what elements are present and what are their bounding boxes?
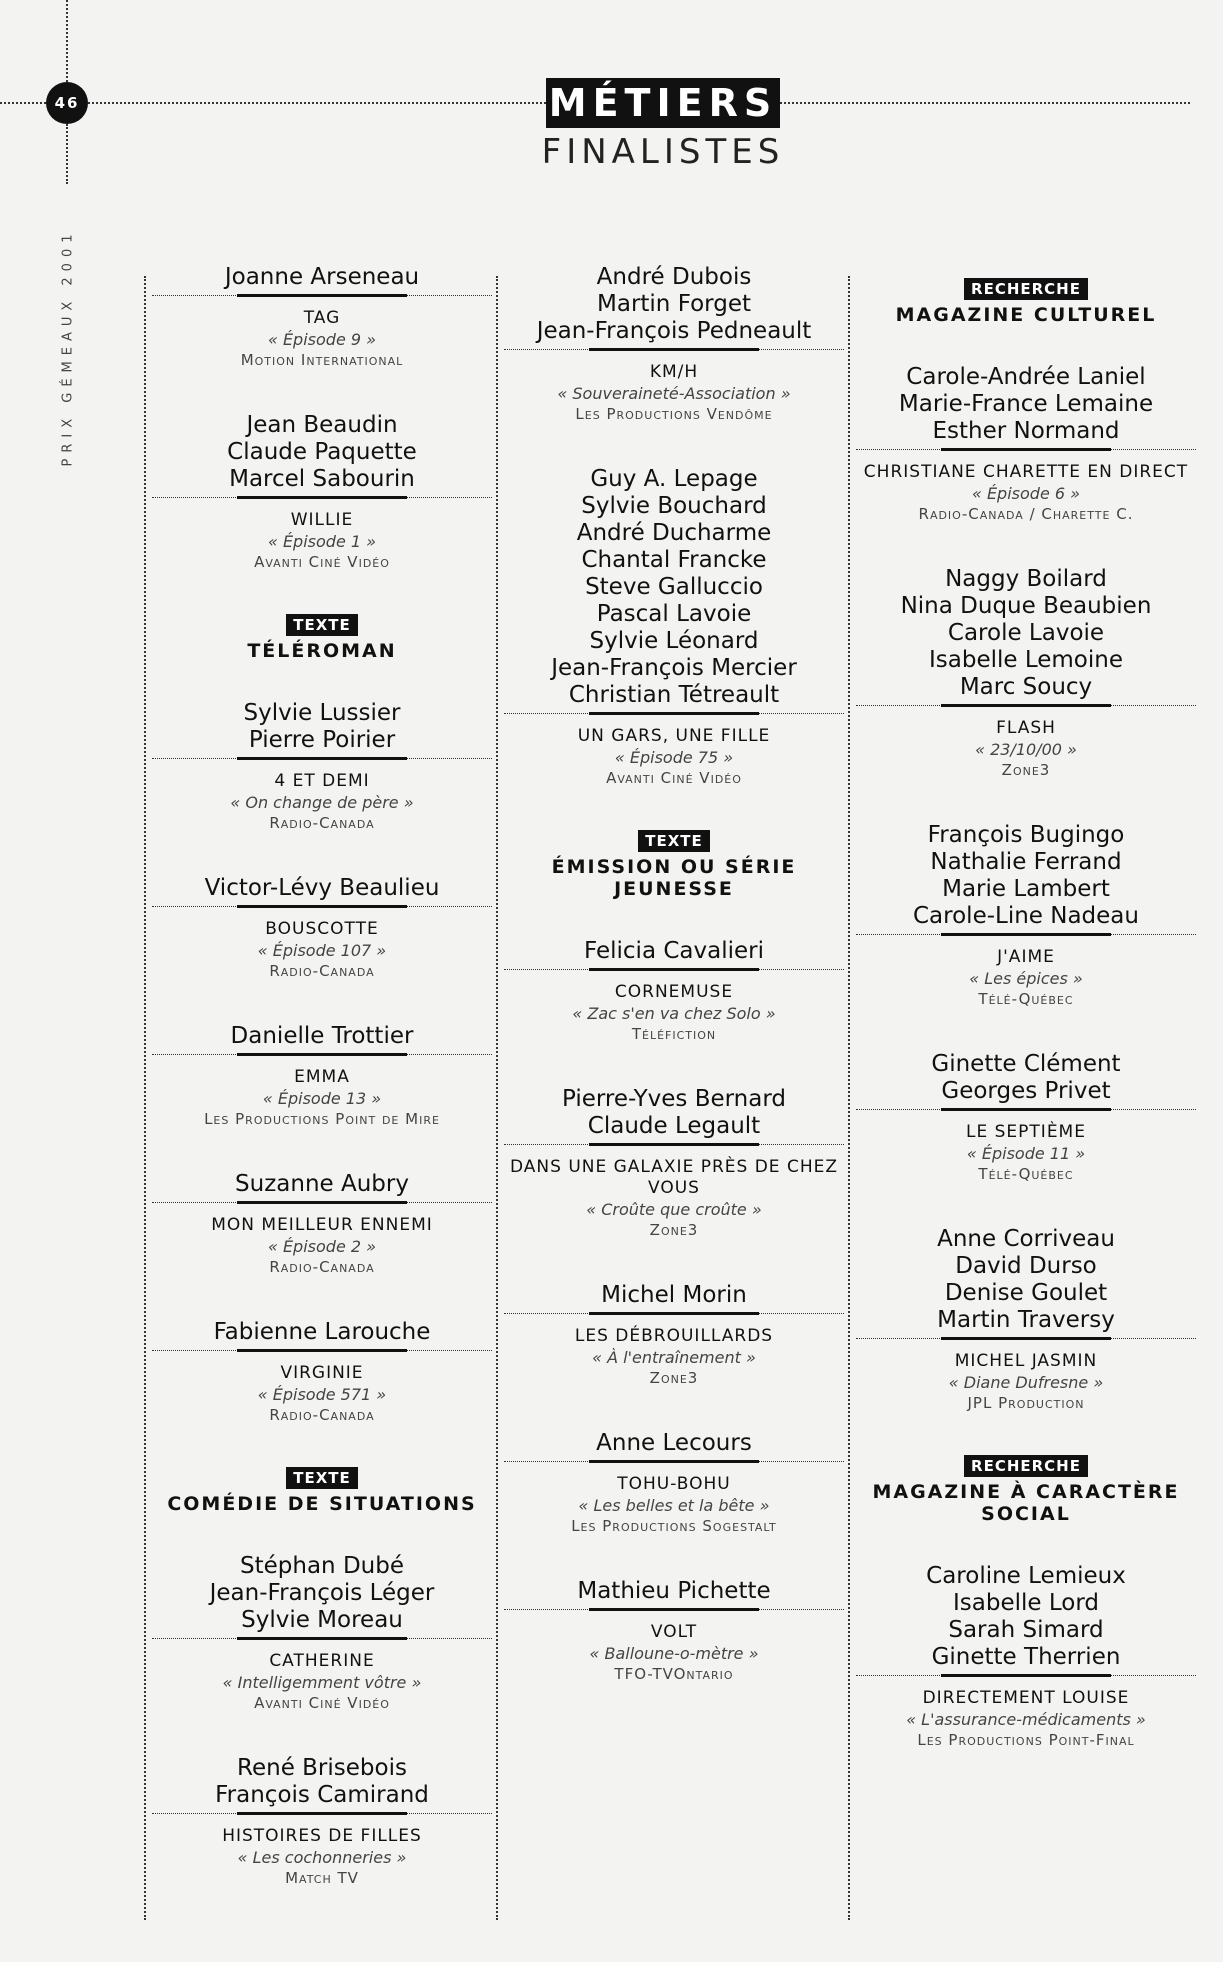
show-title: MON MEILLEUR ENNEMI xyxy=(211,1215,433,1235)
finalist-name: Pascal Lavoie xyxy=(596,601,752,627)
finalist-names xyxy=(152,412,492,493)
show-title: WILLIE xyxy=(290,510,354,530)
black-bar xyxy=(941,1674,1111,1677)
category-heading xyxy=(504,830,844,900)
production-company: Avanti Ciné Vidéo xyxy=(254,1694,390,1712)
column-divider-2 xyxy=(496,276,498,1920)
finalist-name: Chantal Francke xyxy=(581,547,767,573)
finalist-name: Sylvie Moreau xyxy=(241,1607,403,1633)
finalist-name: Stéphan Dubé xyxy=(240,1553,404,1579)
finalist-name: Denise Goulet xyxy=(944,1280,1108,1306)
show-title: VOLT xyxy=(650,1622,698,1642)
production-company: Radio-Canada xyxy=(269,1406,375,1424)
finalist-name: Christian Tétreault xyxy=(568,682,780,708)
finalist-name: Carole-Line Nadeau xyxy=(913,903,1139,929)
episode-title: « Épisode 1 » xyxy=(267,532,377,551)
finalist-entry xyxy=(152,1755,492,1888)
finalist-names xyxy=(856,364,1196,445)
finalist-names xyxy=(856,566,1196,701)
finalist-names xyxy=(504,1430,844,1457)
show-title: J'AIME xyxy=(997,947,1055,967)
show-title: HISTOIRES DE FILLES xyxy=(222,1826,422,1846)
entry-separator xyxy=(856,704,1196,710)
page-subtitle: FINALISTES xyxy=(541,132,785,172)
category-heading xyxy=(856,278,1196,326)
finalist-name: Anne Lecours xyxy=(596,1430,752,1456)
production-company: Radio-Canada xyxy=(269,962,375,980)
entry-separator xyxy=(152,496,492,502)
finalist-name: Jean-François Mercier xyxy=(551,655,797,681)
finalists-column-3 xyxy=(856,264,1196,1792)
entry-separator xyxy=(152,1349,492,1355)
production-company: Zone3 xyxy=(649,1221,699,1239)
finalist-name: Caroline Lemieux xyxy=(926,1563,1126,1589)
episode-title: « 23/10/00 » xyxy=(975,740,1077,759)
episode-title: « Zac s'en va chez Solo » xyxy=(572,1004,776,1023)
finalist-name: Ginette Clément xyxy=(931,1051,1121,1077)
finalist-name: Sylvie Lussier xyxy=(243,700,401,726)
finalist-name: Marcel Sabourin xyxy=(229,466,415,492)
black-bar xyxy=(589,968,759,971)
entry-separator xyxy=(504,968,844,974)
black-bar xyxy=(589,348,759,351)
finalist-names xyxy=(152,1023,492,1050)
finalist-name: Esther Normand xyxy=(932,418,1120,444)
entry-separator xyxy=(856,1674,1196,1680)
production-company: Avanti Ciné Vidéo xyxy=(254,553,390,571)
finalist-entry xyxy=(504,264,844,424)
finalist-name: Claude Legault xyxy=(587,1113,761,1139)
black-bar xyxy=(237,757,407,760)
finalist-name: Isabelle Lord xyxy=(953,1590,1099,1616)
production-company: Radio-Canada xyxy=(269,1258,375,1276)
episode-title: « Intelligemment vôtre » xyxy=(222,1673,422,1692)
production-company: Télé-Québec xyxy=(978,990,1074,1008)
category-heading xyxy=(152,1467,492,1515)
category-heading xyxy=(856,1455,1196,1525)
finalist-name: Mathieu Pichette xyxy=(577,1578,771,1604)
left-margin-dotted-rule xyxy=(66,0,68,82)
category-tag-badge: TEXTE xyxy=(286,614,358,636)
finalist-names xyxy=(152,875,492,902)
entry-separator xyxy=(856,933,1196,939)
finalist-name: André Dubois xyxy=(596,264,752,290)
finalist-names xyxy=(152,700,492,754)
finalist-entry xyxy=(152,700,492,833)
finalist-entry xyxy=(504,938,844,1044)
finalist-names xyxy=(152,264,492,291)
side-running-title: PRIX GÉMEAUX 2001 xyxy=(60,228,76,467)
finalist-name: Victor-Lévy Beaulieu xyxy=(204,875,440,901)
finalist-names xyxy=(856,1563,1196,1671)
entry-separator xyxy=(152,1201,492,1207)
finalists-column-1 xyxy=(152,264,492,1930)
black-bar xyxy=(589,1312,759,1315)
production-company: Radio-Canada / Charette C. xyxy=(918,505,1134,523)
entry-separator xyxy=(504,1608,844,1614)
black-bar xyxy=(941,1108,1111,1111)
episode-title: « Épisode 9 » xyxy=(267,330,377,349)
finalist-entry xyxy=(152,1171,492,1277)
show-title: VIRGINIE xyxy=(280,1363,364,1383)
episode-title: « On change de père » xyxy=(230,793,414,812)
finalist-name: Sylvie Bouchard xyxy=(581,493,767,519)
show-title: DIRECTEMENT LOUISE xyxy=(922,1688,1130,1708)
show-title: 4 ET DEMI xyxy=(274,771,370,791)
episode-title: « Épisode 571 » xyxy=(257,1385,387,1404)
finalist-name: Martin Traversy xyxy=(937,1307,1115,1333)
black-bar xyxy=(941,448,1111,451)
finalist-names xyxy=(152,1755,492,1809)
show-title: LES DÉBROUILLARDS xyxy=(574,1326,774,1346)
finalist-names xyxy=(504,466,844,709)
finalist-entry xyxy=(152,264,492,370)
episode-title: « Les cochonneries » xyxy=(237,1848,407,1867)
left-margin-dotted-rule-lower xyxy=(66,124,68,184)
production-company: Télé-Québec xyxy=(978,1165,1074,1183)
black-bar xyxy=(237,294,407,297)
finalist-name: Marc Soucy xyxy=(959,674,1093,700)
finalist-name: Isabelle Lemoine xyxy=(928,647,1123,673)
show-title: FLASH xyxy=(996,718,1056,738)
finalist-names xyxy=(856,822,1196,930)
category-tag-badge: RECHERCHE xyxy=(964,278,1088,300)
show-title: CHRISTIANE CHARETTE EN DIRECT xyxy=(863,462,1189,482)
finalist-name: Danielle Trottier xyxy=(230,1023,414,1049)
finalist-name: Claude Paquette xyxy=(227,439,417,465)
finalist-name: Pierre Poirier xyxy=(248,727,396,753)
finalist-entry xyxy=(152,1319,492,1425)
finalist-name: Naggy Boilard xyxy=(945,566,1107,592)
category-tag-badge: TEXTE xyxy=(286,1467,358,1489)
category-tag-badge: TEXTE xyxy=(638,830,710,852)
finalist-name: Michel Morin xyxy=(601,1282,747,1308)
finalist-names xyxy=(504,1578,844,1605)
finalist-entry xyxy=(856,566,1196,780)
entry-separator xyxy=(504,348,844,354)
production-company: Les Productions Vendôme xyxy=(575,405,773,423)
finalists-column-2 xyxy=(504,264,844,1726)
production-company: Les Productions Point de Mire xyxy=(204,1110,440,1128)
finalist-entry xyxy=(152,412,492,572)
entry-separator xyxy=(152,294,492,300)
finalist-name: Jean Beaudin xyxy=(246,412,398,438)
finalist-entry xyxy=(856,822,1196,1009)
show-title: CORNEMUSE xyxy=(614,982,734,1002)
black-bar xyxy=(941,933,1111,936)
production-company: Radio-Canada xyxy=(269,814,375,832)
category-title: COMÉDIE DE SITUATIONS xyxy=(167,1493,477,1515)
finalist-names xyxy=(504,938,844,965)
production-company: Téléfiction xyxy=(631,1025,717,1043)
finalist-name: François Bugingo xyxy=(927,822,1125,848)
finalist-entry xyxy=(504,1578,844,1684)
finalist-entry xyxy=(504,466,844,788)
episode-title: « Épisode 6 » xyxy=(971,484,1081,503)
finalist-names xyxy=(504,1086,844,1140)
finalist-name: Suzanne Aubry xyxy=(235,1171,409,1197)
episode-title: « Épisode 13 » xyxy=(262,1089,382,1108)
finalist-names xyxy=(152,1171,492,1198)
entry-separator xyxy=(856,1337,1196,1343)
production-company: Match TV xyxy=(285,1869,359,1887)
finalist-names xyxy=(152,1319,492,1346)
entry-separator xyxy=(152,1637,492,1643)
show-title: LE SEPTIÈME xyxy=(966,1122,1086,1142)
finalist-name: Georges Privet xyxy=(941,1078,1111,1104)
entry-separator xyxy=(152,905,492,911)
show-title: CATHERINE xyxy=(269,1651,375,1671)
finalist-name: Nina Duque Beaubien xyxy=(900,593,1152,619)
black-bar xyxy=(237,1201,407,1204)
entry-separator xyxy=(856,448,1196,454)
black-bar xyxy=(589,1608,759,1611)
column-divider-1 xyxy=(144,276,146,1920)
show-title: BOUSCOTTE xyxy=(265,919,379,939)
entry-separator xyxy=(152,757,492,763)
entry-separator xyxy=(152,1812,492,1818)
finalist-name: Guy A. Lepage xyxy=(590,466,758,492)
category-title: MAGAZINE À CARACTÈRE SOCIAL xyxy=(872,1481,1180,1525)
episode-title: « Diane Dufresne » xyxy=(948,1373,1104,1392)
black-bar xyxy=(941,704,1111,707)
black-bar xyxy=(237,1637,407,1640)
finalist-name: Sylvie Léonard xyxy=(589,628,759,654)
finalist-name: Marie-France Lemaine xyxy=(898,391,1154,417)
finalist-name: Anne Corriveau xyxy=(937,1226,1115,1252)
finalist-names xyxy=(152,1553,492,1634)
finalist-entry xyxy=(856,1226,1196,1413)
black-bar xyxy=(237,1349,407,1352)
episode-title: « Balloune-o-mètre » xyxy=(589,1644,759,1663)
black-bar xyxy=(589,1143,759,1146)
show-title: KM/H xyxy=(649,362,699,382)
entry-separator xyxy=(504,1312,844,1318)
show-title: EMMA xyxy=(294,1067,350,1087)
finalist-names xyxy=(856,1226,1196,1334)
finalist-names xyxy=(504,1282,844,1309)
finalist-name: Martin Forget xyxy=(597,291,751,317)
finalist-name: Sarah Simard xyxy=(948,1617,1104,1643)
show-title: TOHU-BOHU xyxy=(617,1474,731,1494)
finalist-entry xyxy=(856,1563,1196,1750)
finalist-entry xyxy=(152,875,492,981)
episode-title: « Épisode 11 » xyxy=(966,1144,1086,1163)
finalist-name: Felicia Cavalieri xyxy=(584,938,764,964)
production-company: Motion International xyxy=(240,351,404,369)
finalist-entry xyxy=(152,1553,492,1713)
finalist-name: André Ducharme xyxy=(576,520,772,546)
finalist-name: Jean-François Pedneault xyxy=(536,318,812,344)
finalist-name: Pierre-Yves Bernard xyxy=(561,1086,787,1112)
entry-separator xyxy=(504,712,844,718)
finalist-name: Ginette Therrien xyxy=(931,1644,1121,1670)
finalist-entry xyxy=(856,1051,1196,1184)
top-dotted-rule-mid xyxy=(88,102,546,104)
black-bar xyxy=(941,1337,1111,1340)
production-company: JPL Production xyxy=(967,1394,1085,1412)
show-title: UN GARS, UNE FILLE xyxy=(577,726,771,746)
episode-title: « Épisode 2 » xyxy=(267,1237,377,1256)
category-title: TÉLÉROMAN xyxy=(247,640,397,662)
black-bar xyxy=(589,1460,759,1463)
finalist-name: David Durso xyxy=(955,1253,1097,1279)
episode-title: « Épisode 75 » xyxy=(614,748,734,767)
episode-title: « Épisode 107 » xyxy=(257,941,387,960)
finalist-entry xyxy=(504,1430,844,1536)
black-bar xyxy=(237,905,407,908)
finalist-name: Steve Galluccio xyxy=(585,574,763,600)
show-title: DANS UNE GALAXIE PRÈS DE CHEZ VOUS xyxy=(509,1157,838,1198)
episode-title: « Les belles et la bête » xyxy=(578,1496,770,1515)
category-title: ÉMISSION OU SÉRIE JEUNESSE xyxy=(551,856,797,900)
page-number-badge: 46 xyxy=(46,82,88,124)
finalist-name: Carole Lavoie xyxy=(947,620,1105,646)
finalist-name: Jean-François Léger xyxy=(209,1580,435,1606)
episode-title: « Croûte que croûte » xyxy=(586,1200,762,1219)
finalist-name: Joanne Arseneau xyxy=(224,264,420,290)
production-company: Zone3 xyxy=(1001,761,1051,779)
finalist-name: René Brisebois xyxy=(237,1755,407,1781)
production-company: Les Productions Point-Final xyxy=(917,1731,1135,1749)
category-title: MAGAZINE CULTUREL xyxy=(895,304,1157,326)
black-bar xyxy=(237,496,407,499)
episode-title: « À l'entraînement » xyxy=(592,1348,756,1367)
category-heading xyxy=(152,614,492,662)
production-company: Les Productions Sogestalt xyxy=(571,1517,777,1535)
finalist-name: Nathalie Ferrand xyxy=(930,849,1122,875)
finalist-entry xyxy=(504,1282,844,1388)
entry-separator xyxy=(152,1053,492,1059)
episode-title: « Souveraineté-Association » xyxy=(557,384,791,403)
finalist-name: François Camirand xyxy=(215,1782,429,1808)
top-dotted-rule-right xyxy=(780,102,1190,104)
show-title: MICHEL JASMIN xyxy=(954,1351,1098,1371)
finalist-entry xyxy=(504,1086,844,1240)
column-divider-3 xyxy=(848,276,850,1920)
finalist-name: Marie Lambert xyxy=(942,876,1110,902)
top-dotted-rule-left xyxy=(0,102,46,104)
finalist-name: Fabienne Larouche xyxy=(213,1319,431,1345)
finalist-name: Carole-Andrée Laniel xyxy=(906,364,1146,390)
page-title: MÉTIERS xyxy=(546,78,780,128)
show-title: TAG xyxy=(303,308,341,328)
episode-title: « Les épices » xyxy=(969,969,1083,988)
black-bar xyxy=(589,712,759,715)
production-company: Zone3 xyxy=(649,1369,699,1387)
entry-separator xyxy=(504,1143,844,1149)
black-bar xyxy=(237,1053,407,1056)
finalist-names xyxy=(504,264,844,345)
production-company: Avanti Ciné Vidéo xyxy=(606,769,742,787)
episode-title: « L'assurance-médicaments » xyxy=(906,1710,1146,1729)
entry-separator xyxy=(856,1108,1196,1114)
finalist-names xyxy=(856,1051,1196,1105)
entry-separator xyxy=(504,1460,844,1466)
finalist-entry xyxy=(152,1023,492,1129)
black-bar xyxy=(237,1812,407,1815)
finalist-entry xyxy=(856,364,1196,524)
category-tag-badge: RECHERCHE xyxy=(964,1455,1088,1477)
production-company: TFO-TVOntario xyxy=(614,1665,734,1683)
